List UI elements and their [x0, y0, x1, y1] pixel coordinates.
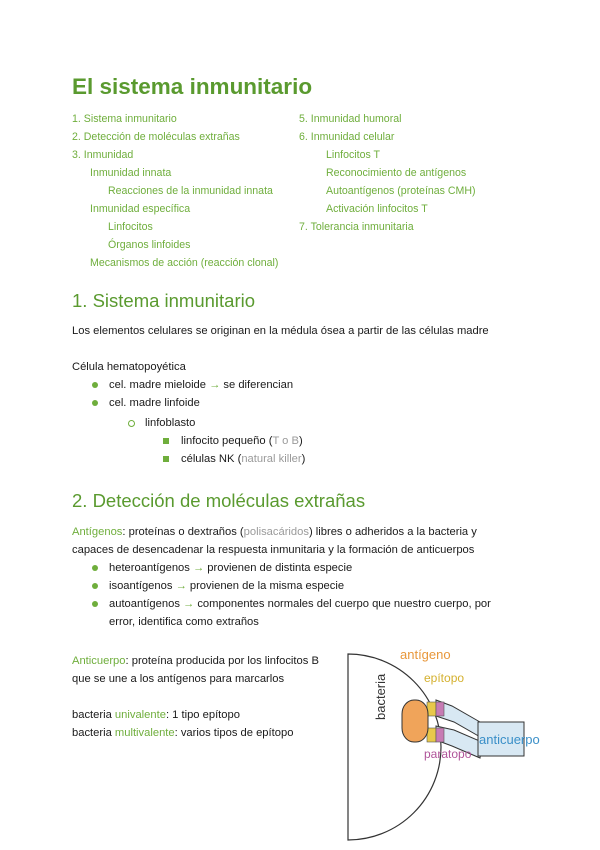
section-heading: 2. Detección de moléculas extrañas	[72, 490, 366, 511]
list-item-continuation: error, identifica como extraños	[109, 616, 259, 628]
antibody-diagram	[340, 640, 560, 850]
paratope-upper	[436, 702, 444, 716]
toc-item[interactable]: Reconocimiento de antígenos	[326, 167, 467, 179]
paragraph: bacteria univalente: 1 tipo epítopo	[72, 709, 240, 721]
square-bullet-icon	[163, 456, 169, 462]
paragraph: Anticuerpo: proteína producida por los linfocitos B	[72, 655, 319, 667]
table-of-contents-right	[299, 110, 476, 236]
list-item: cel. madre mieloide → se diferencian	[92, 376, 293, 394]
sub-sub-list	[163, 432, 305, 468]
toc-item[interactable]: Inmunidad específica	[90, 203, 191, 215]
toc-item[interactable]: 3. Inmunidad	[72, 149, 134, 161]
square-bullet-icon	[163, 438, 169, 444]
toc-item[interactable]: 7. Tolerancia inmunitaria	[299, 221, 414, 233]
list-item: heteroantígenos → provienen de distinta especie	[92, 559, 491, 577]
toc-item[interactable]: 2. Detección de moléculas extrañas	[72, 131, 240, 143]
toc-item[interactable]: 5. Inmunidad humoral	[299, 113, 402, 125]
toc-item[interactable]: Activación linfocitos T	[326, 203, 428, 215]
bullet-icon	[92, 565, 98, 571]
paratope-label: paratopo	[424, 747, 472, 761]
bullet-icon	[92, 400, 98, 406]
list-item: autoantígenos → componentes normales del cuerpo que nuestro cuerpo, por	[92, 595, 491, 613]
toc-item[interactable]: Reacciones de la inmunidad innata	[108, 185, 273, 197]
epitope-label: epítopo	[424, 671, 465, 685]
list-item: linfoblasto	[128, 414, 195, 432]
toc-item[interactable]: 1. Sistema inmunitario	[72, 113, 177, 125]
paragraph: Antígenos: proteínas o dextraños (polisacáridos) libres o adheridos a la bacteria y	[72, 526, 477, 538]
list-item: células NK (natural killer)	[163, 450, 305, 468]
list-item: linfocito pequeño (T o B)	[163, 432, 305, 450]
table-of-contents-left	[72, 110, 278, 272]
bullet-icon	[92, 382, 98, 388]
paratope-lower	[436, 728, 444, 742]
paragraph: que se une a los antígenos para marcarlos	[72, 673, 285, 685]
bullet-list	[92, 376, 293, 412]
toc-item[interactable]: Linfocitos	[108, 221, 153, 233]
toc-item[interactable]: Autoantígenos (proteínas CMH)	[326, 185, 476, 197]
sub-list	[128, 414, 195, 432]
antigen-label: antígeno	[400, 647, 451, 662]
bullet-icon	[92, 583, 98, 589]
list-item: isoantígenos → provienen de la misma especie	[92, 577, 491, 595]
toc-item[interactable]: Linfocitos T	[326, 149, 380, 161]
paragraph: Célula hematopoyética	[72, 361, 186, 373]
antigen-shape	[402, 700, 428, 742]
page-title: El sistema inmunitario	[72, 74, 313, 99]
list-item: cel. madre linfoide	[92, 394, 293, 412]
bullet-icon	[92, 601, 98, 607]
paragraph: capaces de desencadenar la respuesta inmunitaria y la formación de anticuerpos	[72, 544, 475, 556]
section-heading: 1. Sistema inmunitario	[72, 290, 256, 311]
toc-item[interactable]: 6. Inmunidad celular	[299, 131, 395, 143]
antibody-label: anticuerpo	[479, 732, 540, 747]
toc-item[interactable]: Órganos linfoides	[108, 239, 191, 251]
bullet-list	[92, 559, 491, 631]
bacteria-label: bacteria	[373, 673, 388, 720]
toc-item[interactable]: Mecanismos de acción (reacción clonal)	[90, 257, 279, 269]
paragraph: Los elementos celulares se originan en la médula ósea a partir de las células madre	[72, 325, 489, 337]
circle-bullet-icon	[128, 420, 135, 427]
paragraph: bacteria multivalente: varios tipos de epítopo	[72, 727, 294, 739]
toc-item[interactable]: Inmunidad innata	[90, 167, 172, 179]
